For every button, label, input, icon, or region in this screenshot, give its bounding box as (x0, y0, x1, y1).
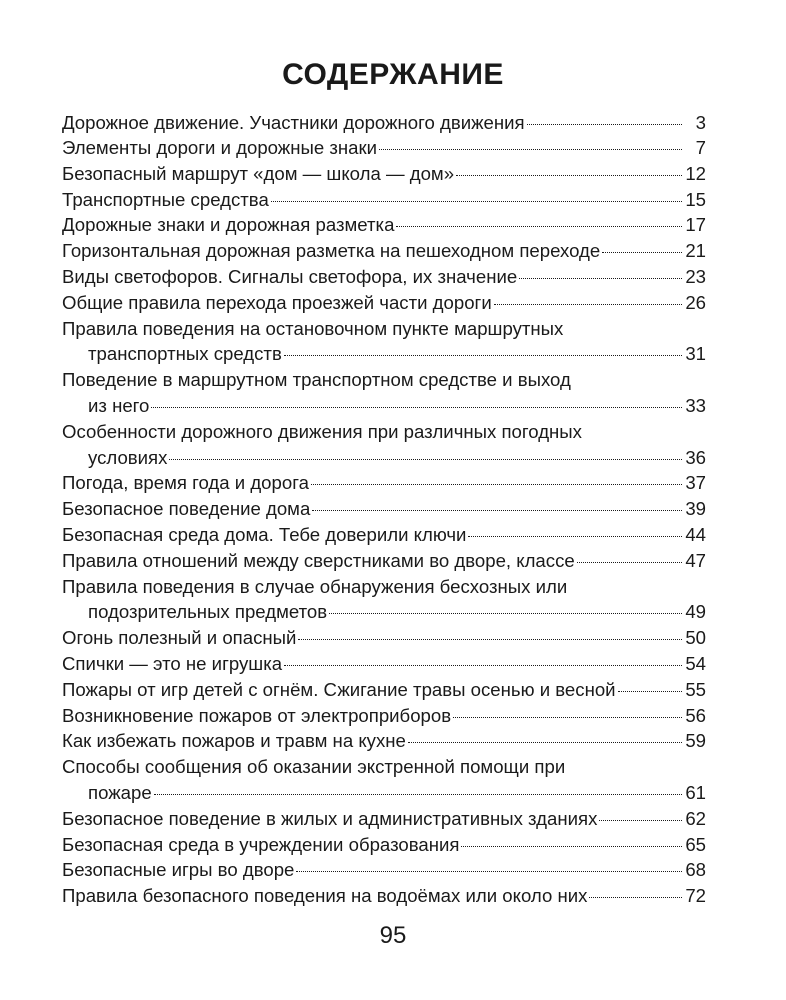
dot-leader (296, 871, 682, 872)
toc-entry (62, 625, 706, 651)
toc-entry-continuation (62, 780, 706, 806)
dot-leader (618, 691, 682, 692)
toc-entry-page: 47 (685, 549, 706, 571)
toc-entry-page: 65 (685, 833, 706, 855)
toc-entry-page: 68 (685, 859, 706, 881)
toc-entry-title: Способы сообщения об оказании экстренной помощи при (62, 756, 566, 778)
dot-leader (169, 459, 682, 460)
toc-entry (62, 212, 706, 238)
toc-entry (62, 290, 706, 316)
toc-entry-title: Правила поведения на остановочном пункте маршрутных (62, 317, 564, 339)
toc-entry-line (62, 832, 706, 858)
toc-entry-title: Как избежать пожаров и травм на кухне (62, 730, 406, 752)
toc-entry-title: Безопасный маршрут «дом — школа — дом» (62, 162, 455, 184)
toc-entry (62, 754, 706, 806)
dot-leader (379, 149, 682, 150)
toc-entry-page: 44 (685, 523, 706, 545)
toc-entry (62, 522, 706, 548)
toc-entry-title: Безопасная среда в учреждении образования (62, 833, 460, 855)
toc-entry-line (62, 367, 706, 393)
dot-leader (602, 252, 682, 253)
toc-entry-title: Дорожное движение. Участники дорожного движения (62, 112, 525, 133)
toc-entry (62, 728, 706, 754)
toc-entry (62, 238, 706, 264)
toc-entry-line (62, 470, 706, 496)
toc-entry-line (62, 212, 706, 238)
toc-entry-title: Транспортные средства (62, 188, 269, 210)
toc-entry-title: транспортных средств (88, 343, 282, 365)
toc-entry-line (62, 728, 706, 754)
toc-entry (62, 367, 706, 419)
toc-entry-page: 55 (685, 678, 706, 700)
toc-entry (62, 496, 706, 522)
toc-entry (62, 419, 706, 471)
toc-entry-title: Безопасное поведение в жилых и административных зданиях (62, 807, 598, 829)
toc-entry (62, 187, 706, 213)
toc-entry-page: 26 (685, 291, 706, 313)
toc-entry (62, 703, 706, 729)
toc-entry-page: 72 (685, 885, 706, 907)
dot-leader (329, 613, 682, 614)
toc-entry (62, 806, 706, 832)
dot-leader (456, 175, 682, 176)
toc-entry-page: 59 (685, 730, 706, 752)
dot-leader (271, 201, 682, 202)
toc-entry-title: Элементы дороги и дорожные знаки (62, 137, 378, 158)
toc-entry-line (62, 161, 706, 187)
toc-entry-line (62, 264, 706, 290)
dot-leader (154, 794, 682, 795)
toc-entry-page: 54 (685, 652, 706, 674)
dot-leader (527, 124, 682, 125)
toc-entry-page: 23 (685, 265, 706, 287)
dot-leader (494, 304, 682, 305)
toc-entry-title: Погода, время года и дорога (62, 472, 309, 494)
toc-entry-line (62, 574, 706, 600)
toc-entry-line (62, 135, 706, 161)
toc-entry (62, 111, 706, 135)
dot-leader (589, 897, 682, 898)
toc-entry (62, 161, 706, 187)
toc-entry-page: 62 (685, 807, 706, 829)
toc-entry-title: пожаре (88, 781, 152, 803)
toc-entry-title: Огонь полезный и опасный (62, 627, 297, 649)
toc-entry-page: 31 (685, 343, 706, 365)
toc-entry-page: 3 (695, 112, 706, 133)
toc-entry (62, 135, 706, 161)
toc-entry-line (62, 703, 706, 729)
toc-entry-title: подозрительных предметов (88, 601, 328, 623)
dot-leader (284, 355, 682, 356)
toc-entry-page: 37 (685, 472, 706, 494)
dot-leader (151, 407, 682, 408)
toc-entry (62, 651, 706, 677)
dot-leader (311, 484, 682, 485)
toc-entry-line (62, 316, 706, 342)
toc-entry-continuation (62, 393, 706, 419)
toc-entry (62, 316, 706, 368)
toc-entry-continuation (62, 445, 706, 471)
toc-entry-title: Пожары от игр детей с огнём. Сжигание травы осенью и весной (62, 678, 616, 700)
toc-entry-line (62, 238, 706, 264)
table-of-contents (62, 111, 706, 909)
toc-entry-line (62, 522, 706, 548)
toc-entry-page: 33 (685, 394, 706, 416)
toc-entry-line (62, 857, 706, 883)
dot-leader (298, 639, 682, 640)
toc-entry-page: 56 (685, 704, 706, 726)
toc-entry-page: 36 (685, 446, 706, 468)
toc-entry-page: 12 (685, 162, 706, 184)
toc-entry-page: 39 (685, 498, 706, 520)
dot-leader (396, 226, 682, 227)
toc-entry-continuation (62, 599, 706, 625)
toc-entry-title: Спички — это не игрушка (62, 652, 283, 674)
toc-entry-title: Поведение в маршрутном транспортном средстве и выход (62, 369, 571, 391)
dot-leader (453, 717, 682, 718)
toc-entry-line (62, 290, 706, 316)
toc-entry-line (62, 625, 706, 651)
dot-leader (312, 510, 682, 511)
toc-entry-line (62, 806, 706, 832)
dot-leader (599, 820, 682, 821)
toc-entry-title: Горизонтальная дорожная разметка на пешеходном переходе (62, 240, 601, 262)
toc-entry-title: из него (88, 394, 150, 416)
toc-entry-page: 7 (695, 137, 706, 158)
toc-entry (62, 574, 706, 626)
toc-entry-line (62, 419, 706, 445)
toc-entry-title: Правила поведения в случае обнаружения бесхозных или (62, 575, 568, 597)
toc-entry (62, 548, 706, 574)
toc-entry-title: Дорожные знаки и дорожная разметка (62, 214, 395, 236)
dot-leader (461, 846, 682, 847)
toc-entry-line (62, 548, 706, 574)
toc-entry (62, 857, 706, 883)
dot-leader (519, 278, 682, 279)
page-title: СОДЕРЖАНИЕ (282, 58, 504, 91)
toc-entry (62, 832, 706, 858)
toc-entry (62, 677, 706, 703)
toc-entry-line (62, 111, 706, 135)
toc-entry-continuation (62, 341, 706, 367)
toc-entry-page: 15 (685, 188, 706, 210)
toc-entry-line (62, 883, 706, 909)
toc-entry (62, 883, 706, 909)
dot-leader (577, 562, 682, 563)
toc-entry-page: 21 (685, 240, 706, 262)
toc-entry-title: Общие правила перехода проезжей части дороги (62, 291, 492, 313)
toc-entry-page: 17 (685, 214, 706, 236)
toc-entry-line (62, 677, 706, 703)
toc-entry (62, 264, 706, 290)
toc-entry-line (62, 651, 706, 677)
toc-entry-page: 50 (685, 627, 706, 649)
toc-entry-title: Безопасные игры во дворе (62, 859, 295, 881)
toc-entry-line (62, 187, 706, 213)
toc-entry-title: Безопасное поведение дома (62, 498, 311, 520)
page-number: 95 (379, 922, 407, 949)
toc-entry-title: условиях (88, 446, 168, 468)
dot-leader (468, 536, 682, 537)
toc-entry-title: Безопасная среда дома. Тебе доверили ключи (62, 523, 467, 545)
toc-entry-title: Виды светофоров. Сигналы светофора, их значение (62, 265, 518, 287)
toc-entry-title: Правила безопасного поведения на водоёмах или около них (62, 885, 588, 907)
dot-leader (284, 665, 682, 666)
toc-entry-line (62, 754, 706, 780)
dot-leader (408, 742, 682, 743)
toc-entry-title: Правила отношений между сверстниками во дворе, классе (62, 549, 575, 571)
toc-entry-title: Возникновение пожаров от электроприборов (62, 704, 452, 726)
toc-entry-page: 61 (685, 781, 706, 803)
toc-entry-page: 49 (685, 601, 706, 623)
toc-entry (62, 470, 706, 496)
toc-entry-line (62, 496, 706, 522)
toc-entry-title: Особенности дорожного движения при различных погодных (62, 420, 582, 442)
